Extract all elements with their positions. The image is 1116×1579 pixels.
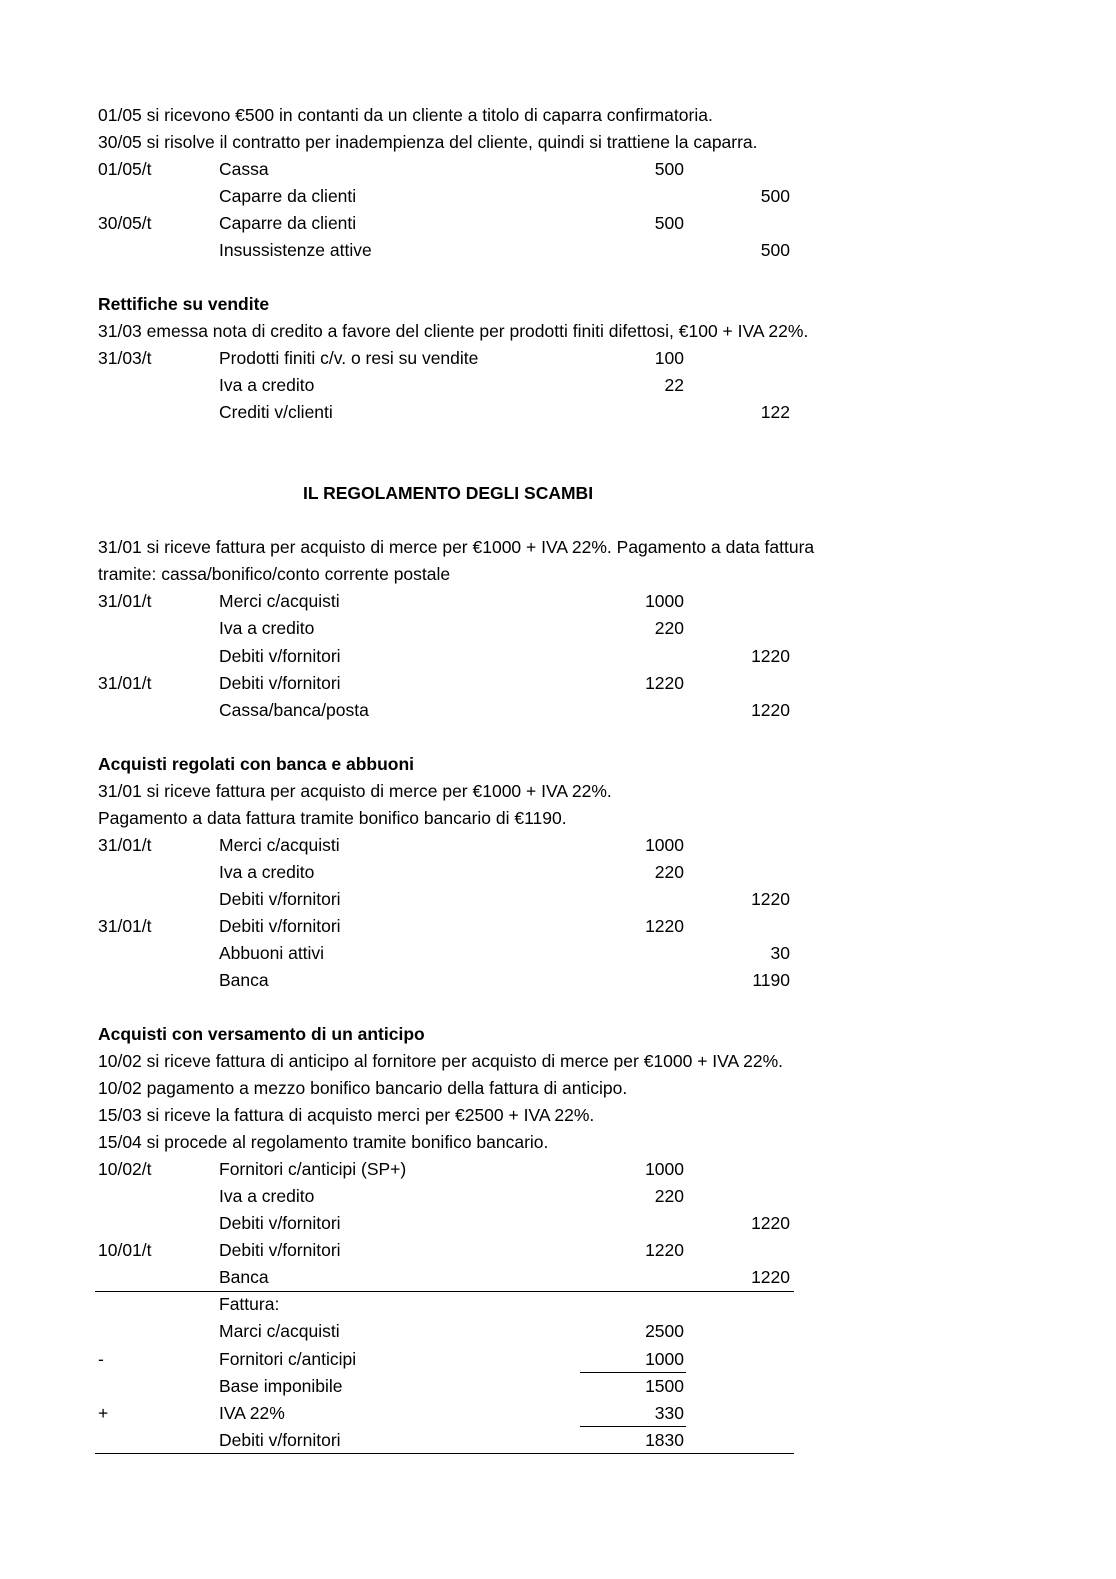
entry-account: Fornitori c/anticipi (SP+) [219, 1159, 407, 1179]
entry-credit: 30 [770, 943, 790, 963]
page-title: IL REGOLAMENTO DEGLI SCAMBI [303, 483, 594, 503]
entry-account: Crediti v/clienti [219, 402, 333, 422]
entry-debit: 1220 [645, 673, 684, 693]
invoice-amount: 2500 [645, 1321, 684, 1341]
entry-credit: 500 [760, 240, 790, 260]
entry-account: Iva a credito [219, 375, 315, 395]
entry-account: Debiti v/fornitori [219, 1240, 341, 1260]
entry-account: Merci c/acquisti [219, 591, 340, 611]
entry-account: Banca [219, 1267, 269, 1287]
entry-debit: 220 [654, 618, 684, 638]
journal-entry-row [0, 345, 1116, 372]
journal-entry-row [0, 670, 1116, 697]
journal-entry-row [0, 1156, 1116, 1183]
entry-credit: 122 [760, 402, 790, 422]
abbuoni-line-1: 31/01 si riceve fattura per acquisto di merce per €1000 + IVA 22%. [98, 781, 612, 801]
journal-entry-row [0, 615, 1116, 642]
caparra-line-1: 01/05 si ricevono €500 in contanti da un cliente a titolo di caparra confirmatoria. [98, 105, 713, 125]
invoice-label: Marci c/acquisti [219, 1321, 340, 1341]
entry-debit: 500 [654, 213, 684, 233]
entry-account: Insussistenze attive [219, 240, 372, 260]
entry-credit: 1220 [751, 1213, 790, 1233]
invoice-sign: + [98, 1403, 109, 1423]
entry-account: Cassa [219, 159, 269, 179]
invoice-sign: - [98, 1349, 104, 1369]
entry-credit: 1190 [752, 970, 790, 990]
journal-entry-row [0, 237, 1116, 264]
journal-entry-row [0, 1183, 1116, 1210]
entry-account: Debiti v/fornitori [219, 889, 341, 909]
journal-entry-row [0, 940, 1116, 967]
entry-date: 10/02/t [98, 1159, 152, 1179]
journal-entry-row [0, 1237, 1116, 1264]
entry-account: Caparre da clienti [219, 213, 357, 233]
entry-account: Debiti v/fornitori [219, 916, 341, 936]
section-heading: Acquisti con versamento di un anticipo [98, 1024, 425, 1044]
entry-account: Debiti v/fornitori [219, 673, 341, 693]
invoice-row [0, 1318, 1116, 1345]
entry-date: 01/05/t [98, 159, 152, 179]
entry-debit: 1220 [645, 1240, 684, 1260]
journal-entry-row [0, 156, 1116, 183]
abbuoni-line-2: Pagamento a data fattura tramite bonifico bancario di €1190. [98, 808, 567, 828]
journal-entry-row [0, 1264, 1116, 1291]
section-heading: Acquisti regolati con banca e abbuoni [98, 754, 415, 774]
entry-account: Caparre da clienti [219, 186, 357, 206]
journal-entry-row [0, 967, 1116, 994]
entry-debit: 1220 [645, 916, 684, 936]
invoice-row [0, 1427, 1116, 1454]
section-heading: Rettifiche su vendite [98, 294, 270, 314]
journal-entry-row [0, 697, 1116, 724]
entry-account: Merci c/acquisti [219, 835, 340, 855]
entry-debit: 1000 [645, 835, 684, 855]
entry-credit: 1220 [751, 646, 790, 666]
anticipo-line-4: 15/04 si procede al regolamento tramite bonifico bancario. [98, 1132, 549, 1152]
invoice-row [0, 1400, 1116, 1427]
entry-account: Debiti v/fornitori [219, 1213, 341, 1233]
journal-entry-row [0, 399, 1116, 426]
entry-account: Prodotti finiti c/v. o resi su vendite [219, 348, 479, 368]
caparra-line-2: 30/05 si risolve il contratto per inadempienza del cliente, quindi si trattiene la caparra. [98, 132, 758, 152]
entry-credit: 1220 [751, 700, 790, 720]
journal-entry-row [0, 588, 1116, 615]
journal-entry-row [0, 886, 1116, 913]
journal-entry-row [0, 1210, 1116, 1237]
entry-account: Cassa/banca/posta [219, 700, 369, 720]
invoice-label: Base imponibile [219, 1376, 343, 1396]
entry-debit: 220 [654, 862, 684, 882]
entry-date: 31/03/t [98, 348, 152, 368]
entry-credit: 1220 [751, 889, 790, 909]
entry-account: Iva a credito [219, 618, 315, 638]
rettifiche-line-1: 31/03 emessa nota di credito a favore del cliente per prodotti finiti difettosi, €100 + IVA 22%. [98, 321, 809, 341]
entry-debit: 22 [664, 375, 684, 395]
entry-date: 10/01/t [98, 1240, 152, 1260]
divider-line [95, 1453, 794, 1454]
entry-debit: 500 [654, 159, 684, 179]
invoice-amount: 1500 [645, 1376, 684, 1396]
entry-date: 31/01/t [98, 916, 152, 936]
regolamento-line-1: 31/01 si riceve fattura per acquisto di merce per €1000 + IVA 22%. Pagamento a data fattura [98, 537, 815, 557]
invoice-label: IVA 22% [219, 1403, 285, 1423]
anticipo-line-3: 15/03 si riceve la fattura di acquisto merci per €2500 + IVA 22%. [98, 1105, 595, 1125]
invoice-row [0, 1346, 1116, 1373]
journal-entry-row [0, 913, 1116, 940]
journal-entry-row [0, 210, 1116, 237]
entry-debit: 100 [654, 348, 684, 368]
journal-entry-row [0, 183, 1116, 210]
invoice-label: Debiti v/fornitori [219, 1430, 341, 1450]
entry-account: Iva a credito [219, 862, 315, 882]
entry-account: Abbuoni attivi [219, 943, 325, 963]
entry-account: Debiti v/fornitori [219, 646, 341, 666]
entry-debit: 220 [654, 1186, 684, 1206]
invoice-amount: 1830 [645, 1430, 684, 1450]
journal-entry-row [0, 859, 1116, 886]
regolamento-line-2: tramite: cassa/bonifico/conto corrente postale [98, 564, 451, 584]
invoice-row [0, 1291, 1116, 1318]
entry-account: Banca [219, 970, 269, 990]
entry-date: 31/01/t [98, 835, 152, 855]
entry-debit: 1000 [645, 1159, 684, 1179]
entry-credit: 1220 [751, 1267, 790, 1287]
journal-entry-row [0, 643, 1116, 670]
invoice-amount: 1000 [645, 1349, 684, 1369]
invoice-label: Fattura: [219, 1294, 280, 1314]
entry-date: 30/05/t [98, 213, 152, 233]
entry-date: 31/01/t [98, 673, 152, 693]
entry-account: Iva a credito [219, 1186, 315, 1206]
journal-entry-row [0, 832, 1116, 859]
entry-date: 31/01/t [98, 591, 152, 611]
entry-debit: 1000 [645, 591, 684, 611]
invoice-amount: 330 [654, 1403, 684, 1423]
entry-credit: 500 [760, 186, 790, 206]
anticipo-line-2: 10/02 pagamento a mezzo bonifico bancario della fattura di anticipo. [98, 1078, 628, 1098]
invoice-label: Fornitori c/anticipi [219, 1349, 357, 1369]
journal-entry-row [0, 372, 1116, 399]
invoice-row [0, 1373, 1116, 1400]
anticipo-line-1: 10/02 si riceve fattura di anticipo al fornitore per acquisto di merce per €1000 + IVA 22%. [98, 1051, 783, 1071]
